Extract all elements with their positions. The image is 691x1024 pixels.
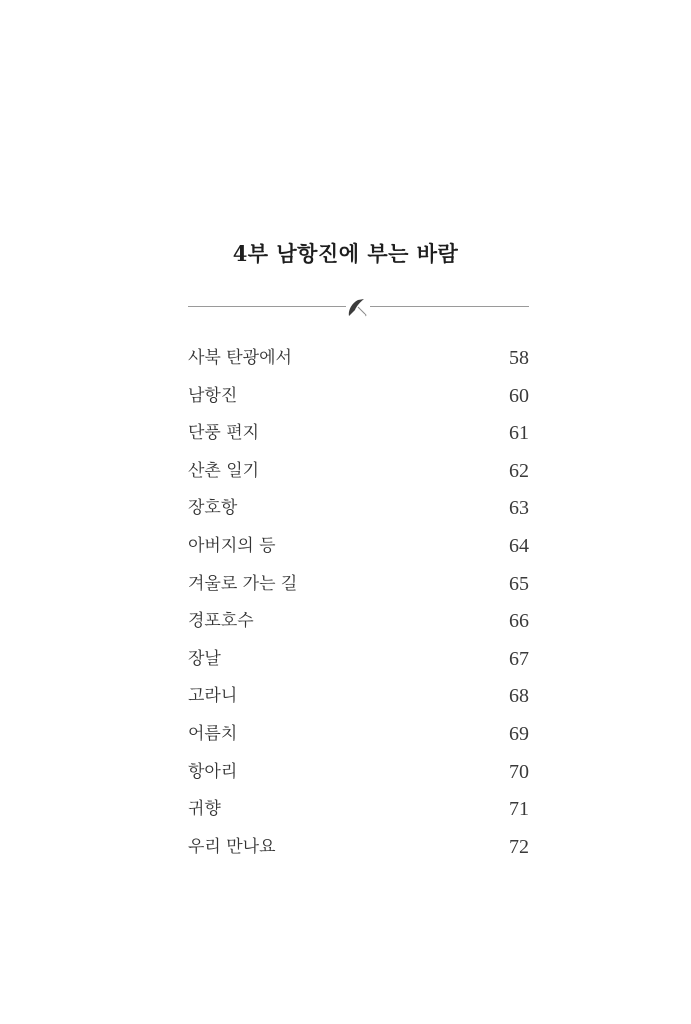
section-title: 4부 남항진에 부는 바람 [232,241,459,266]
toc-entry-page: 64 [509,534,529,557]
toc-entry-page: 70 [509,760,529,783]
toc-entry-title: 겨울로 가는 길 [188,573,298,594]
toc-entry-title: 남항진 [188,385,238,406]
toc-entry[interactable] [188,760,529,798]
toc-entry-title: 장날 [188,648,221,669]
toc-entry-page: 71 [509,798,529,821]
toc-entry-page: 69 [509,722,529,745]
toc-entry[interactable] [188,572,529,610]
toc-entry-title: 고라니 [188,686,238,707]
toc-entry[interactable] [188,534,529,572]
toc-entry[interactable] [188,459,529,497]
toc-entry-page: 66 [509,610,529,633]
toc-entry-page: 65 [509,572,529,595]
toc-entry-title: 귀향 [188,799,221,820]
toc-entry-title: 경포호수 [188,611,254,632]
toc-entry[interactable] [188,346,529,384]
toc-entry-title: 사북 탄광에서 [188,348,292,368]
toc-entry[interactable] [188,384,529,422]
toc-entry-title: 항아리 [188,761,238,782]
toc-entry-page: 63 [509,497,529,520]
table-of-contents [188,346,529,872]
toc-entry[interactable] [188,835,529,873]
toc-entry-title: 단풍 편지 [188,423,260,444]
toc-entry-page: 60 [509,384,529,407]
toc-entry-page: 62 [509,459,529,482]
toc-entry-title: 어름치 [188,723,238,744]
toc-entry[interactable] [188,797,529,835]
divider-line-left [188,306,346,307]
toc-entry[interactable] [188,684,529,722]
toc-entry-page: 58 [509,347,529,369]
toc-entry-title: 산촌 일기 [188,460,260,481]
toc-entry[interactable] [188,496,529,534]
toc-entry-page: 68 [509,685,529,708]
toc-entry[interactable] [188,722,529,760]
toc-entry-title: 우리 만나요 [188,836,276,857]
toc-entry-title: 아버지의 등 [188,535,276,556]
toc-entry[interactable] [188,421,529,459]
toc-entry-title: 장호항 [188,498,238,519]
toc-entry-page: 72 [509,835,529,858]
section-divider [188,296,529,318]
toc-entry[interactable] [188,609,529,647]
divider-line-right [370,306,529,307]
toc-entry[interactable] [188,647,529,685]
toc-entry-page: 67 [509,647,529,670]
toc-entry-page: 61 [509,422,529,445]
umbrella-icon [346,296,370,318]
